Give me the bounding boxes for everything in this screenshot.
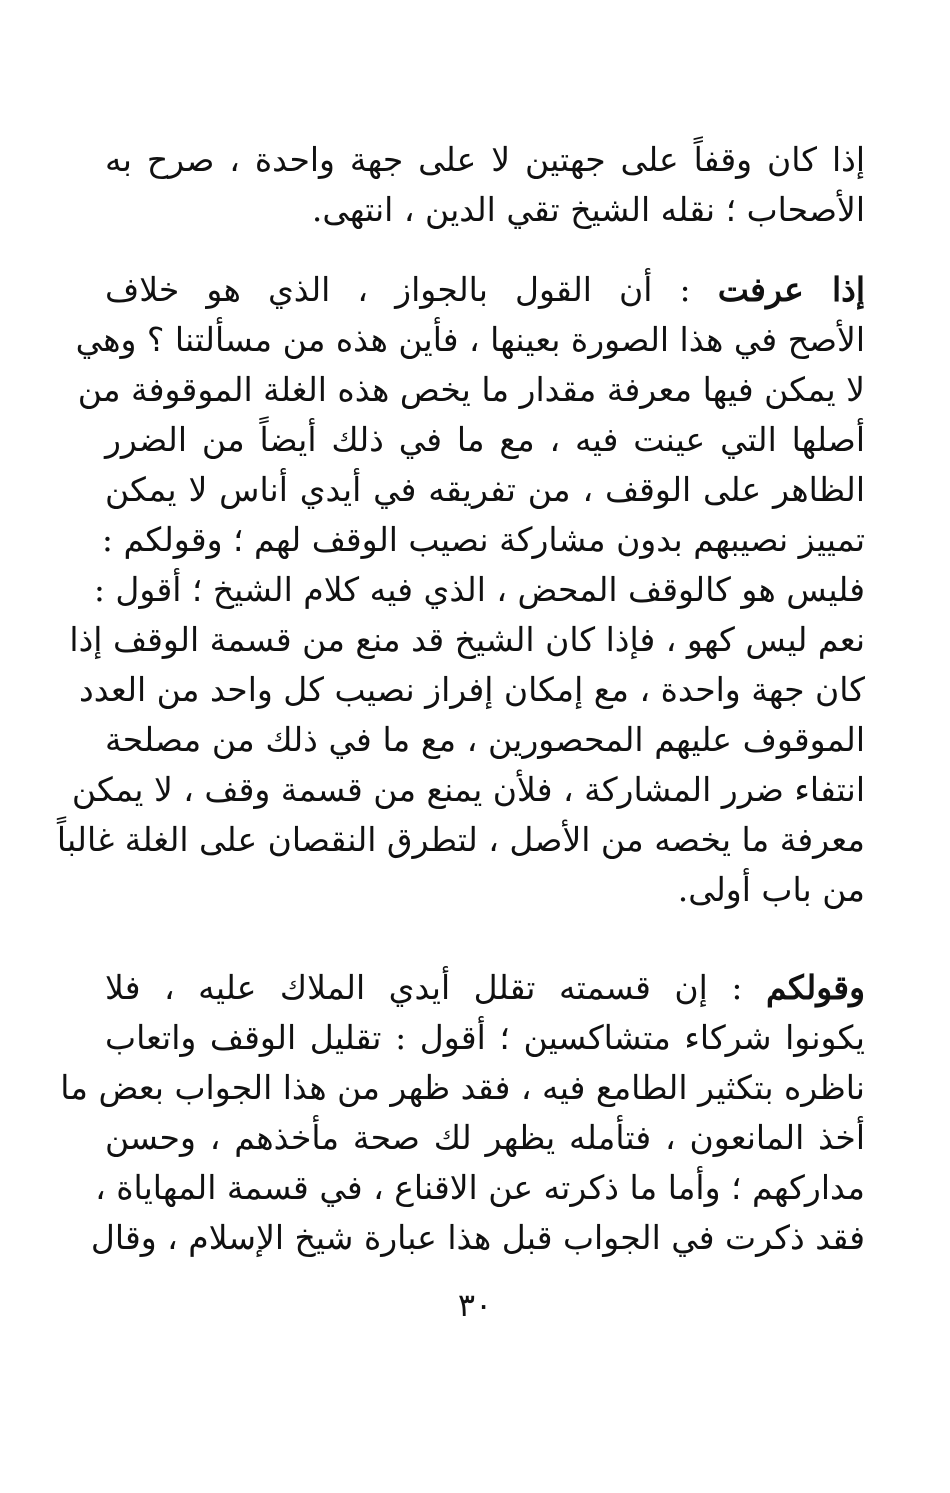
text-line: أصلها التي عينت فيه ، مع ما في ذلك أيضاً من الضرر: [105, 420, 865, 459]
text-line: الموقوف عليهم المحصورين ، مع ما في ذلك من مصلحة: [105, 720, 865, 759]
text-line: تمييز نصيبهم بدون مشاركة نصيب الوقف لهم ؛ وقولكم :: [101, 520, 865, 559]
page-number: ٣٠: [457, 1286, 493, 1324]
text-line: معرفة ما يخصه من الأصل ، لتطرق النقصان على الغلة غالباً: [56, 820, 865, 859]
text-line: انتفاء ضرر المشاركة ، فلأن يمنع من قسمة وقف ، لا يمكن: [71, 770, 865, 809]
text-line: إذا كان وقفاً على جهتين لا على جهة واحدة ، صرح به: [105, 140, 865, 179]
paragraph-lead-word: إذا عرفت: [717, 270, 865, 309]
text-line: الأصح في هذا الصورة بعينها ، فأين هذه من مسألتنا ؟ وهي: [75, 320, 865, 359]
text-line: لا يمكن فيها معرفة مقدار ما يخص هذه الغلة الموقوفة من: [77, 370, 865, 409]
text-line: الأصحاب ؛ نقله الشيخ تقي الدين ، انتهى.: [311, 190, 865, 229]
text-line: نعم ليس كهو ، فإذا كان الشيخ قد منع من قسمة الوقف إذا: [69, 620, 865, 659]
text-line: الظاهر على الوقف ، من تفريقه في أيدي أناس لا يمكن: [105, 470, 865, 509]
text-line-rest: : أن القول بالجواز ، الذي هو خلاف: [105, 270, 718, 309]
text-line-rest: : إن قسمته تقلل أيدي الملاك عليه ، فلا: [105, 968, 766, 1007]
text-line: فليس هو كالوقف المحض ، الذي فيه كلام الشيخ ؛ أقول :: [93, 570, 865, 609]
text-line-with-lead: [105, 265, 865, 315]
text-line: مداركهم ؛ وأما ما ذكرته عن الاقناع ، في قسمة المهاياة ،: [95, 1168, 865, 1207]
text-line: كان جهة واحدة ، مع إمكان إفراز نصيب كل واحد من العدد: [79, 670, 865, 709]
text-line: فقد ذكرت في الجواب قبل هذا عبارة شيخ الإسلام ، وقال: [90, 1218, 865, 1257]
page-body: [56, 135, 865, 1263]
text-line: ناظره بتكثير الطامع فيه ، فقد ظهر من هذا الجواب بعض ما: [60, 1068, 865, 1107]
paragraph-2: [56, 265, 865, 915]
paragraph-3: [60, 963, 865, 1263]
text-line: أخذ المانعون ، فتأمله يظهر لك صحة مأخذهم ، وحسن: [105, 1118, 865, 1157]
text-line-with-lead: [105, 963, 865, 1013]
text-line: من باب أولى.: [677, 870, 865, 909]
paragraph-1: [105, 135, 865, 235]
paragraph-lead-word: وقولكم: [766, 968, 865, 1007]
text-line: يكونوا شركاء متشاكسين ؛ أقول : تقليل الوقف واتعاب: [105, 1018, 865, 1057]
